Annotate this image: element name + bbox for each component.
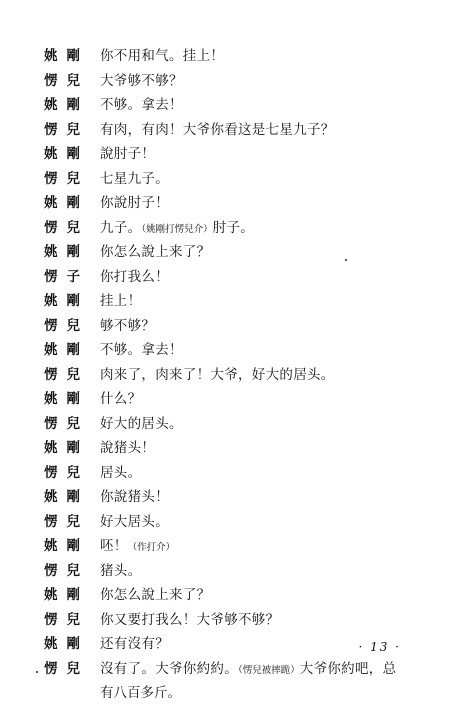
speech-part: 沒有了。大爷你約約。 — [100, 660, 238, 677]
speech-text: 好大居头。 — [100, 513, 169, 530]
speech-part: 肘子。 — [212, 219, 255, 236]
dialogue-line — [44, 191, 434, 216]
speaker-name: 姚剛 — [44, 146, 89, 162]
speaker-name: 愣兒 — [44, 464, 89, 481]
dialogue-line — [44, 363, 434, 388]
speech-text: 猪头。 — [100, 562, 142, 579]
speech-text: 不够。拿去！ — [100, 342, 183, 358]
speaker-name: 姚剛 — [44, 342, 89, 358]
speech-text — [100, 657, 396, 684]
speech-text: 好大的居头。 — [100, 415, 183, 432]
stage-direction: （作打介） — [127, 542, 176, 553]
dialogue-line — [44, 436, 434, 461]
speaker-name: 愣兒 — [44, 170, 89, 187]
dialogue-line — [44, 314, 434, 339]
print-speck — [36, 671, 38, 673]
dialogue-line — [44, 142, 434, 167]
dialogue-line — [44, 485, 434, 510]
speaker-name: 姚剛 — [44, 195, 89, 211]
speaker-name: 愣兒 — [44, 72, 89, 89]
speech-text — [100, 216, 254, 243]
dialogue-line — [44, 240, 434, 265]
dialogue-line — [44, 583, 434, 608]
dialogue-line — [44, 412, 434, 437]
speech-text: 你怎么說上来了？ — [100, 587, 211, 603]
dialogue-line — [44, 338, 434, 363]
speech-text: 七星九子。 — [100, 170, 169, 187]
speaker-name: 愣兒 — [44, 562, 89, 579]
dialogue-line — [44, 265, 434, 290]
speech-text: 你說肘子！ — [100, 195, 169, 211]
dialogue-line — [44, 289, 434, 314]
stage-direction: （愣兒被摔跪） — [238, 664, 300, 676]
speech-text: 你怎么說上来了？ — [100, 244, 211, 260]
dialogue-line — [44, 657, 434, 682]
speaker-name: 姚剛 — [44, 587, 89, 603]
dialogue-line — [44, 167, 434, 192]
speech-text: 肉来了，肉来了！大爷，好大的居头。 — [100, 366, 335, 383]
speaker-name: 姚剛 — [44, 440, 89, 456]
speaker-name: 愣兒 — [44, 611, 89, 628]
speech-text: 大爷够不够？ — [100, 72, 183, 89]
speaker-name: 姚剛 — [44, 391, 89, 407]
speech-text: 說猪头！ — [100, 440, 156, 456]
speech-part: 呸！ — [100, 538, 128, 554]
speaker-name: 姚剛 — [44, 538, 89, 554]
speech-text: 挂上！ — [100, 293, 142, 309]
speaker-name: 愣兒 — [44, 660, 89, 677]
speech-text: 你不用和气。挂上！ — [100, 48, 225, 64]
dialogue-line — [44, 44, 434, 69]
dialogue-line — [44, 69, 434, 94]
speech-text: 你又要打我么！大爷够不够？ — [100, 611, 280, 628]
dialogue-line — [44, 93, 434, 118]
dialogue-line — [44, 216, 434, 241]
print-speck — [345, 259, 347, 261]
speaker-name: 姚剛 — [44, 636, 89, 652]
speech-text: 你打我么！ — [100, 268, 169, 285]
stage-direction: （姚剛打愣兒介） — [141, 223, 213, 235]
speaker-name: 姚剛 — [44, 244, 89, 260]
speaker-name: 姚剛 — [44, 489, 89, 505]
speaker-name: 愣兒 — [44, 415, 89, 432]
script-dialogue — [44, 44, 434, 706]
dialogue-line — [44, 608, 434, 633]
speaker-name: 愣兒 — [44, 317, 89, 334]
dialogue-line — [44, 387, 434, 412]
speech-text: 什么？ — [100, 391, 142, 407]
speaker-name: 愣子 — [44, 268, 89, 285]
speech-text: 不够。拿去！ — [100, 97, 183, 113]
speaker-name: 愣兒 — [44, 219, 89, 236]
speech-text — [100, 534, 175, 561]
speech-text: 說肘子！ — [100, 146, 156, 162]
speech-part: 九子。 — [100, 219, 142, 236]
speaker-name: 愣兒 — [44, 366, 89, 383]
speaker-name: 姚剛 — [44, 293, 89, 309]
dialogue-line-continuation — [44, 681, 434, 706]
speaker-name: 愣兒 — [44, 513, 89, 530]
speech-text: 还有沒有？ — [100, 636, 169, 652]
speech-text: 居头。 — [100, 464, 142, 481]
speech-text: 够不够？ — [100, 317, 156, 334]
page-number: · 13 · — [358, 640, 401, 654]
speech-text: 你說猪头！ — [100, 489, 169, 505]
speech-part: 大爷你約吧，总 — [299, 660, 397, 677]
speaker-name: 姚剛 — [44, 48, 89, 64]
dialogue-line — [44, 461, 434, 486]
speaker-name: 愣兒 — [44, 121, 89, 138]
dialogue-line — [44, 534, 434, 559]
speech-text: 有肉，有肉！大爷你看这是七星九子？ — [100, 121, 335, 138]
speaker-name: 姚剛 — [44, 97, 89, 113]
dialogue-line — [44, 559, 434, 584]
speech-text: 有八百多斤。 — [100, 685, 181, 701]
dialogue-line — [44, 118, 434, 143]
dialogue-line — [44, 510, 434, 535]
